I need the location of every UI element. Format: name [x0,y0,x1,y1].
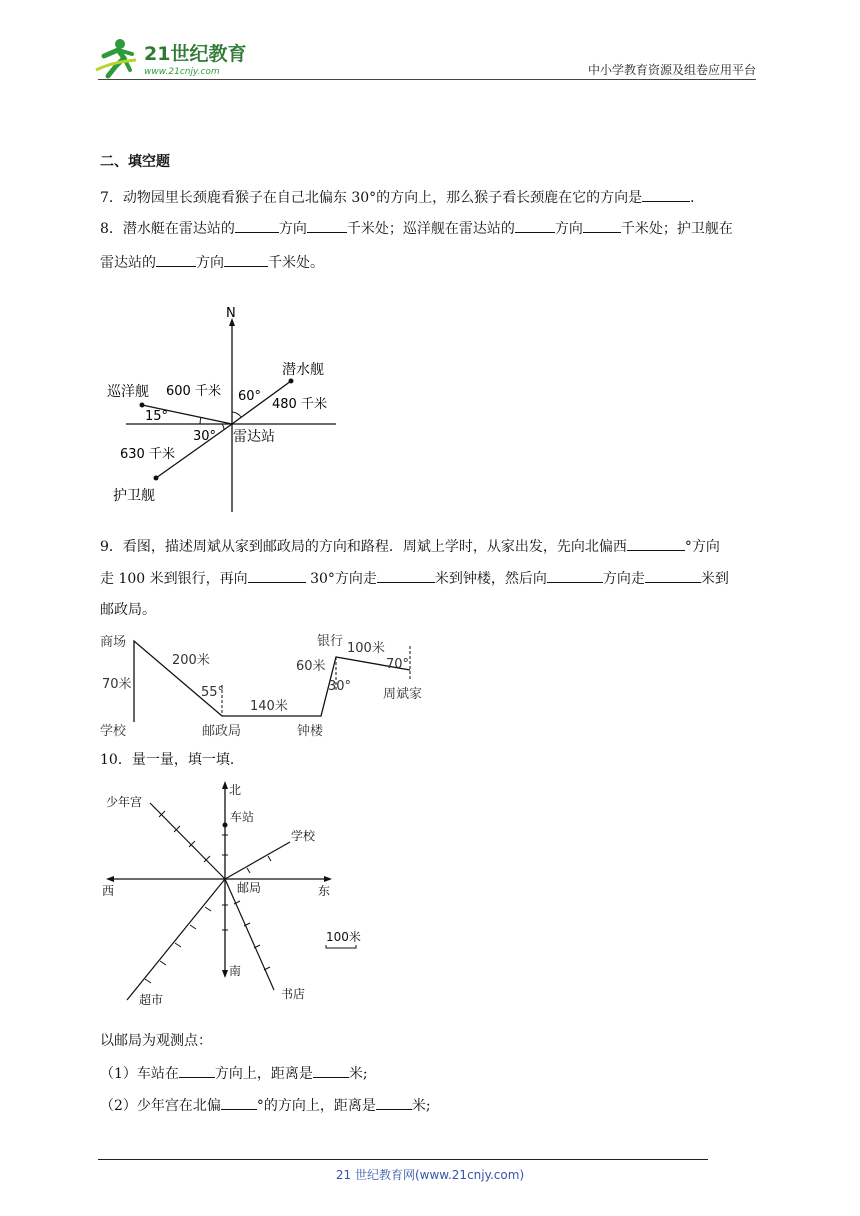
angle-30: 30° [328,679,352,694]
distance-100: 100米 [347,641,385,656]
q7-text: 7．动物园里长颈鹿看猴子在自己北偏东 30°的方向上，那么猴子看长颈鹿在它的方向是 [100,190,643,206]
east-label: 东 [318,884,331,898]
clock-tower-label: 钟楼 [297,724,324,739]
distance-480: 480 千米 [272,397,327,412]
q8-text: 千米处；巡洋舰在雷达站的 [346,221,515,237]
q8-text: 千米处；护卫舰在 [620,221,733,237]
youth-palace-label: 少年宫 [106,795,143,809]
angle-15: 15° [145,409,169,424]
distance-630: 630 千米 [120,447,175,462]
west-label: 西 [102,884,115,898]
distance-140: 140米 [250,699,288,714]
cruiser-label: 巡洋舰 [107,384,149,400]
angle-70: 70° [386,657,410,672]
s2-text: 米; [411,1098,431,1114]
s1-text: 方向上，距离是 [214,1066,313,1082]
sub-question-1 [100,1063,368,1084]
angle-55: 55° [201,685,225,700]
scale-label: 100米 [326,930,361,944]
q9-text: 走 100 米到银行，再向 [100,571,248,587]
station-point [223,823,228,828]
q8-text: 方向 [278,221,307,237]
logo-url-text: www.21cnjy.com [144,67,220,77]
s1-blank[interactable] [179,1063,215,1078]
post-office-label: 邮政局 [202,724,242,739]
bookstore-label: 书店 [281,987,306,1001]
school-label: 学校 [291,829,316,843]
s2-text: °的方向上，距离是 [256,1098,376,1114]
station-label: 车站 [230,810,255,824]
q8-text: 方向 [196,255,224,271]
q8-text: 8．潜水艇在雷达站的 [100,221,235,237]
post-office-label: 邮局 [237,881,262,895]
s1-text: （1）车站在 [100,1066,179,1082]
angle-60: 60° [238,389,262,404]
east-arrow-icon [324,876,332,882]
market-label: 超市 [139,993,164,1007]
s1-blank[interactable] [313,1063,349,1078]
distance-70: 70米 [102,677,132,692]
q9-text: 30°方向走 [305,571,377,587]
footer-divider [98,1159,708,1160]
q9-text: °方向 [684,539,720,555]
north-arrow-icon [222,781,228,789]
west-arrow-icon [106,876,114,882]
distance-600: 600 千米 [166,384,221,399]
s2-text: （2）少年宫在北偏 [100,1098,221,1114]
q9-text: 米到 [700,571,729,587]
angle-30: 30° [193,429,217,444]
north-label: N [226,306,236,321]
school-label: 学校 [100,724,127,739]
bank-label: 银行 [317,634,344,649]
s1-text: 米; [348,1066,368,1082]
q8-text: 方向 [554,221,583,237]
mall-label: 商场 [100,635,127,650]
south-label: 南 [229,964,242,978]
escort-label: 护卫舰 [113,488,155,504]
footer-text: 21 世纪教育网(www.21cnjy.com) [335,1168,525,1182]
s2-blank[interactable] [221,1095,257,1110]
south-arrow-icon [222,970,228,978]
q7-text-end: ． [690,190,705,206]
distance-200: 200米 [172,653,210,668]
q8-text: 千米处。 [268,255,324,271]
section-title: 二、填空题 [100,154,170,170]
sub-question-2 [100,1095,431,1116]
logo-main-text: 21世纪教育 [144,43,247,65]
question-9-line3: 邮政局。 [100,602,156,618]
q8-text: 雷达站的 [100,255,156,271]
north-label: 北 [229,783,242,797]
school-line [225,842,290,879]
market-line [127,879,225,1000]
radar-label: 雷达站 [233,429,275,445]
question-10-title: 10．量一量，填一填． [100,752,244,768]
home-label: 周斌家 [383,687,423,702]
q9-text: 方向走 [602,571,645,587]
distance-60: 60米 [296,659,326,674]
scale-bar [326,945,356,948]
q9-text: 米到钟楼，然后向 [434,571,547,587]
submarine-label: 潜水舰 [282,362,324,378]
observation-note: 以邮局为观测点： [100,1033,212,1049]
header-platform-name: 中小学教育资源及组卷应用平台 [587,63,756,77]
s2-blank[interactable] [376,1095,412,1110]
q9-text: 9．看图，描述周斌从家到邮政局的方向和路程．周斌上学时，从家出发，先向北偏西 [100,539,627,555]
